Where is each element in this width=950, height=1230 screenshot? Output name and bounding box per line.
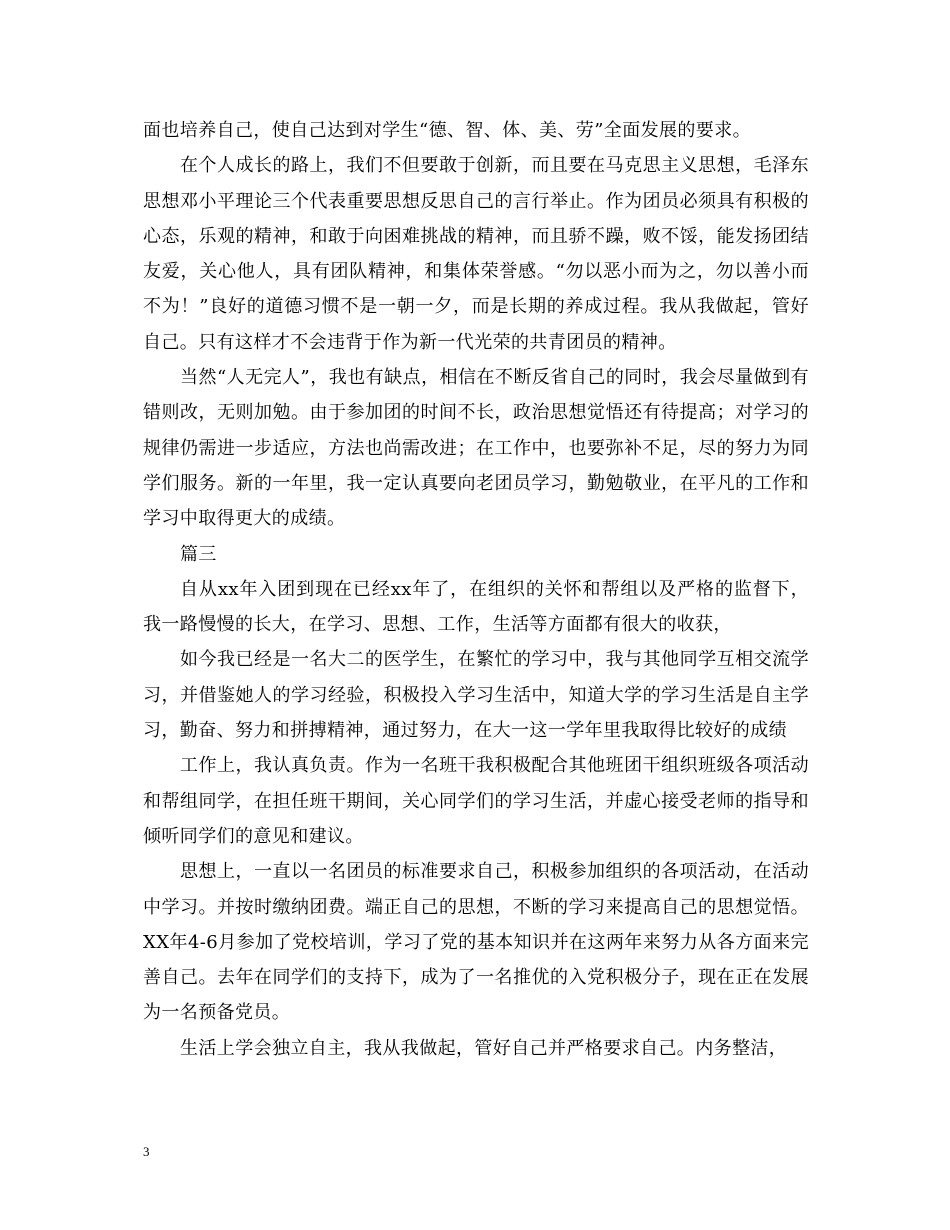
page-number: 3 xyxy=(143,1144,150,1159)
paragraph: 在个人成长的路上，我们不但要敢于创新，而且要在马克思主义思想，毛泽东思想邓小平理论三个代表重要思想反思自己的言行举止。作为团员必须具有积极的心态，乐观的精神，和敢于向困难挑战的精神，而且骄不躁，败不馁，能发扬团结友爱，关心他人，具有团队精神，和集体荣誉感。“勿以恶小而为之，勿以善小而不为！”良好的道德习惯不是一朝一夕，而是长期的养成过程。我从我做起，管好自己。只有这样才不会违背于作为新一代光荣的共青团员的精神。 xyxy=(143,155,809,353)
paragraph: 工作上，我认真负责。作为一名班干我积极配合其他班团干组织班级各项活动和帮组同学，在担任班干期间，关心同学们的学习生活，并虚心接受老师的指导和倾听同学们的意见和建议。 xyxy=(143,755,809,847)
paragraph: 如今我已经是一名大二的医学生，在繁忙的学习中，我与其他同学互相交流学习，并借鉴她人的学习经验，积极投入学习生活中，知道大学的学习生活是自主学习，勤奋、努力和拼搏精神，通过努力，在大一这一学年里我取得比较好的成绩 xyxy=(143,649,809,742)
paragraph: 当然“人无完人”，我也有缺点，相信在不断反省自己的同时，我会尽量做到有错则改，无则加勉。由于参加团的时间不长，政治思想觉悟还有待提高；对学习的规律仍需进一步适应，方法也尚需改进；在工作中，也要弥补不足，尽的努力为同学们服务。新的一年里，我一定认真要向老团员学习，勤勉敬业，在平凡的工作和学习中取得更大的成绩。 xyxy=(143,367,809,530)
paragraph: 自从xx年入团到现在已经xx年了，在组织的关怀和帮组以及严格的监督下，我一路慢慢的长大，在学习、思想、工作，生活等方面都有很大的收获， xyxy=(143,578,809,636)
paragraph: 生活上学会独立自主，我从我做起，管好自己并严格要求自己。内务整洁， xyxy=(180,1037,788,1059)
document-body xyxy=(143,113,809,1066)
paragraph: 面也培养自己，使自己达到对学生“德、智、体、美、劳”全面发展的要求。 xyxy=(143,120,752,141)
section-heading: 篇三 xyxy=(180,543,217,565)
paragraph: 思想上，一直以一名团员的标准要求自己，积极参加组织的各项活动，在活动中学习。并按时缴纳团费。端正自己的思想，不断的学习来提高自己的思想觉悟。XX年4-6月参加了党校培训，学习了党的基本知识并在这两年来努力从各方面来完善自己。去年在同学们的支持下，成为了一名推优的入党积极分子，现在正在发展为一名预备党员。 xyxy=(143,861,809,1024)
